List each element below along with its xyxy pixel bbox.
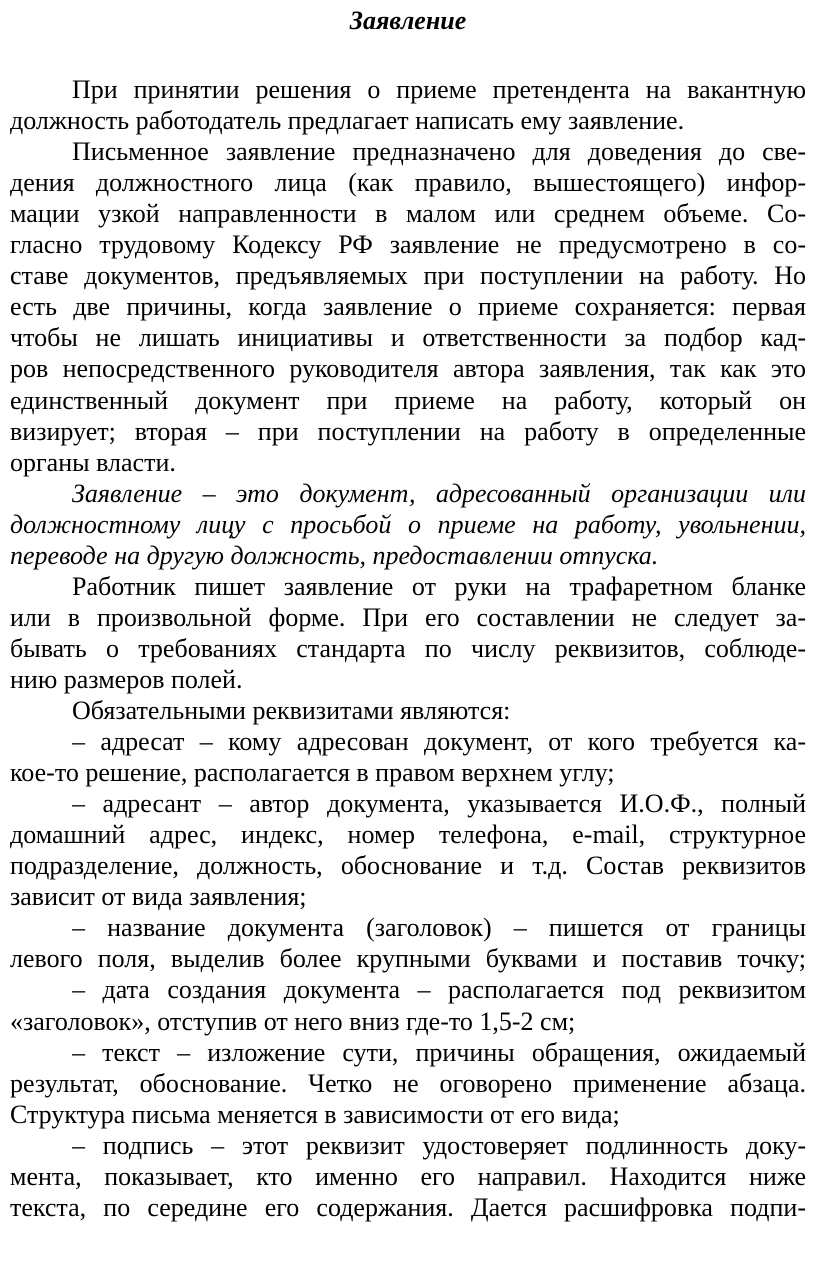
text-line: органы власти.: [10, 447, 176, 477]
text-line: Структура письма меняется в зависимости от его вида;: [10, 1099, 620, 1129]
text-line: переводе на другую должность, предоставлении отпуска.: [10, 540, 659, 570]
text-line: домашний адрес, индекс, номер телефона, e-mail, структурное: [10, 820, 806, 850]
text-line: визирует; вторая – при поступлении на работу в определенные: [10, 416, 806, 446]
text-line: результат, обоснование. Четко не оговорено применение абзаца.: [10, 1068, 806, 1098]
text-line: – подпись – этот реквизит удостоверяет подлинность доку-: [72, 1130, 806, 1160]
text-line: должностному лицу с просьбой о приеме на работу, увольнении,: [10, 509, 806, 539]
text-line: зависит от вида заявления;: [10, 882, 307, 912]
text-line: подразделение, должность, обоснование и т.д. Состав реквизитов: [10, 851, 806, 881]
text-line: Обязательными реквизитами являются:: [72, 696, 511, 725]
text-line: – адресант – автор документа, указывается И.О.Ф., полный: [72, 789, 806, 819]
text-line: – дата создания документа – располагается под реквизитом: [72, 975, 806, 1005]
text-line: чтобы не лишать инициативы и ответственности за подбор кад-: [10, 323, 806, 353]
text-line: дения должностного лица (как правило, вышестоящего) инфор-: [10, 168, 806, 198]
text-line: текста, по середине его содержания. Дается расшифровка подпи-: [10, 1192, 806, 1222]
text-line: мента, показывает, кто именно его направил. Находится ниже: [10, 1161, 806, 1191]
text-line: ров непосредственного руководителя автора заявления, так как это: [10, 354, 806, 384]
text-line: Заявление – это документ, адресованный организации или: [72, 478, 806, 508]
text-line: мации узкой направленности в малом или среднем объеме. Со-: [10, 199, 806, 229]
text-line: или в произвольной форме. При его составлении не следует за-: [10, 602, 806, 632]
text-line: кое-то решение, располагается в правом верхнем углу;: [10, 758, 615, 788]
text-line: – адресат – кому адресован документ, от кого требуется ка-: [72, 727, 806, 757]
page-title: Заявление: [349, 6, 467, 35]
text-line: «заголовок», отступив от него вниз где-то 1,5-2 см;: [10, 1006, 576, 1036]
text-line: – название документа (заголовок) – пишется от границы: [72, 913, 806, 943]
text-line: левого поля, выделив более крупными буквами и поставив точку;: [10, 944, 806, 974]
text-line: ставе документов, предъявляемых при поступлении на работу. Но: [10, 261, 806, 291]
text-line: При принятии решения о приеме претендента на вакантную: [72, 75, 806, 104]
text-line: Работник пишет заявление от руки на трафаретном бланке: [72, 571, 806, 601]
text-line: бывать о требованиях стандарта по числу реквизитов, соблюде-: [10, 633, 806, 663]
text-line: – текст – изложение сути, причины обращения, ожидаемый: [72, 1037, 806, 1067]
text-line: Письменное заявление предназначено для доведения до све-: [72, 137, 806, 167]
text-line: есть две причины, когда заявление о приеме сохраняется: первая: [10, 292, 806, 322]
text-line: должность работодатель предлагает написать ему заявление.: [10, 106, 685, 136]
text-line: гласно трудовому Кодексу РФ заявление не предусмотрено в со-: [10, 230, 806, 260]
text-line: нию размеров полей.: [10, 664, 243, 694]
text-line: единственный документ при приеме на работу, который он: [10, 385, 806, 415]
